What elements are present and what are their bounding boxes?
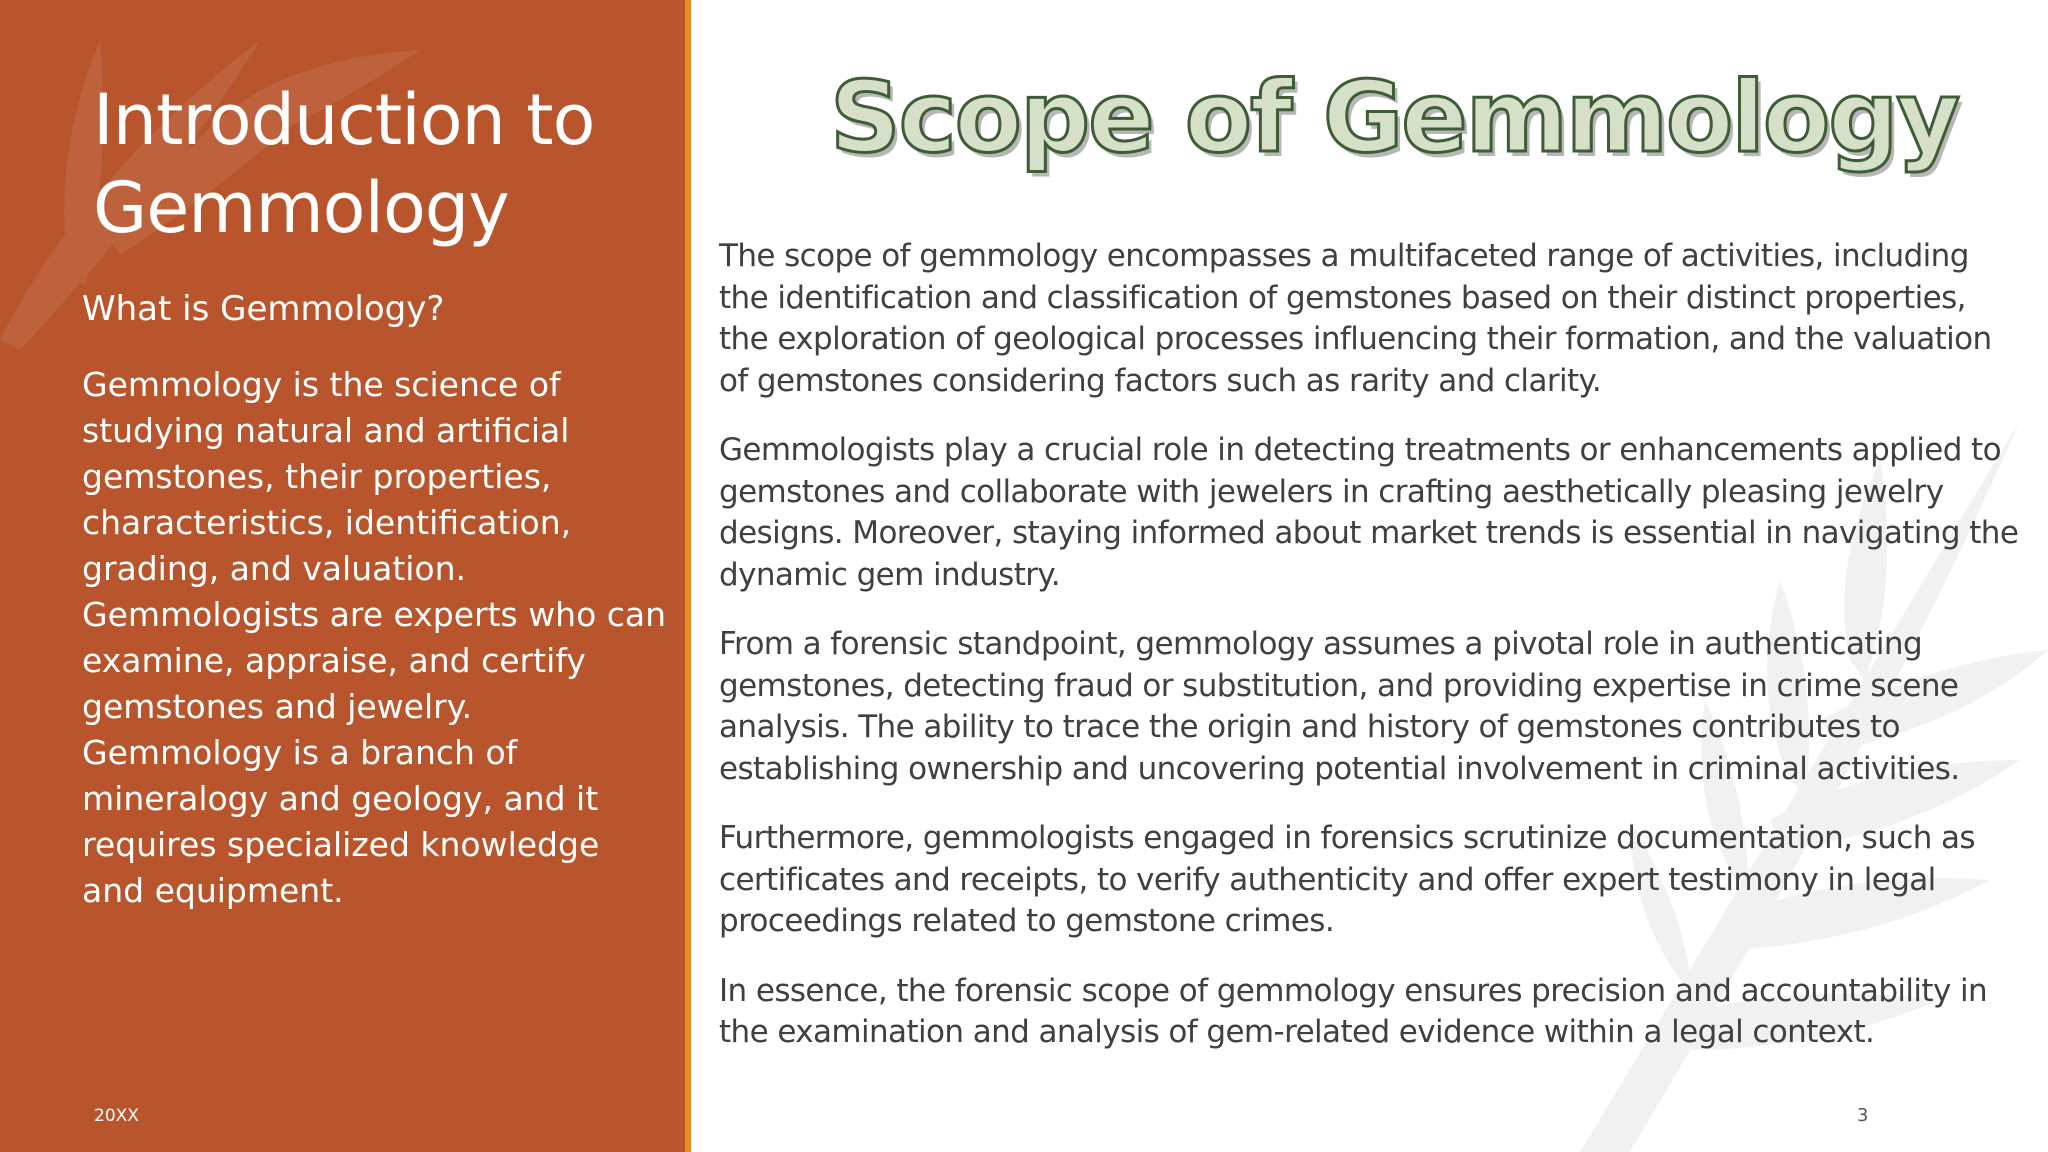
accent-divider bbox=[685, 0, 691, 1152]
sidebar-body-text: Gemmology is the science of studying natural and artificial gemstones, their properties, characteristics, identification, grading, and valuation. Gemmologists are experts who can examine, appraise, and certify gemstones and jewelry. Gemmology is a branch of mineralogy and geology, and it requires specialized knowledge and equipment. bbox=[82, 365, 667, 910]
content-body bbox=[719, 236, 2024, 1082]
paragraph-forensic: From a forensic standpoint, gemmology assumes a pivotal role in authenticating gemstones, detecting fraud or substitution, and providing expertise in crime scene analysis. The ability to trace the origin and history of gemstones contributes to establishing ownership and uncovering potential involvement in criminal activities. bbox=[719, 626, 1960, 787]
sidebar-title: Introduction to Gemmology bbox=[93, 79, 595, 249]
sidebar-panel bbox=[0, 0, 685, 1152]
paragraph-scope: The scope of gemmology encompasses a multifaceted range of activities, including the identification and classification of gemstones based on their distinct properties, the exploration of geological processes influencing their formation, and the valuation of gemstones considering factors such as rarity and clarity. bbox=[719, 238, 1992, 399]
paragraph-documentation: Furthermore, gemmologists engaged in forensics scrutinize documentation, such as certificates and receipts, to verify authenticity and offer expert testimony in legal proceedings related to gemstone crimes. bbox=[719, 820, 1975, 939]
slide-title: Scope of Gemmology bbox=[830, 61, 1959, 175]
paragraph-summary: In essence, the forensic scope of gemmology ensures precision and accountability in the examination and analysis of gem-related evidence within a legal context. bbox=[719, 972, 1988, 1050]
paragraph-role: Gemmologists play a crucial role in detecting treatments or enhancements applied to gemstones and collaborate with jewelers in crafting aesthetically pleasing jewelry designs. Moreover, staying informed about market trends is essential in navigating the dynamic gem industry. bbox=[719, 432, 2019, 593]
page-number: 3 bbox=[1857, 1105, 1869, 1126]
sidebar-subtitle: What is Gemmology? bbox=[82, 289, 445, 329]
footer-date: 20XX bbox=[94, 1106, 139, 1126]
